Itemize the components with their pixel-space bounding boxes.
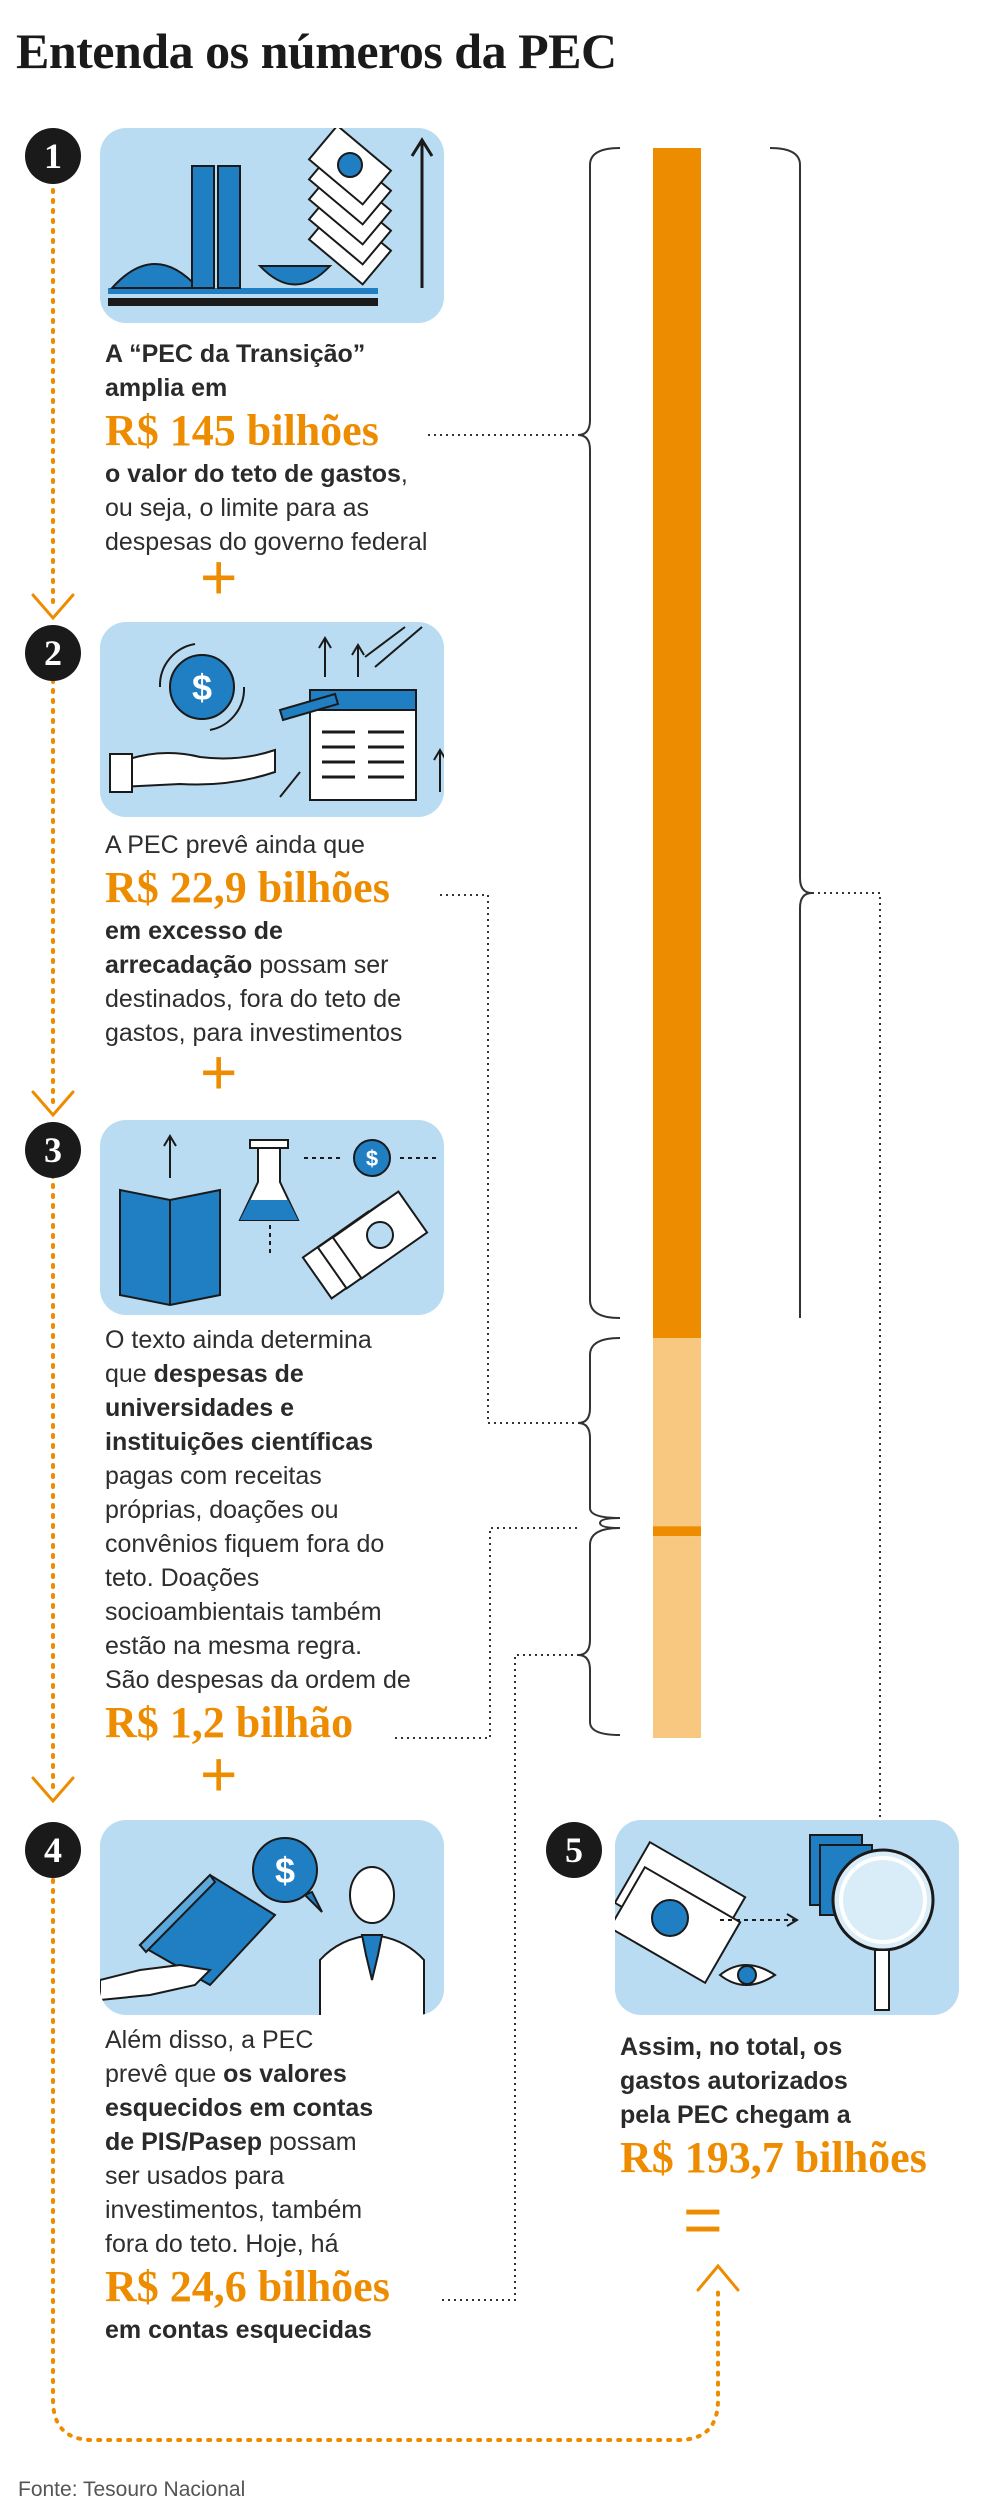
step-2-text: A PEC prevê ainda que R$ 22,9 bilhões em excesso de arrecadação possam ser destinados, fora do teto de gastos, para investimentos (105, 828, 485, 1050)
svg-text:$: $ (274, 1850, 296, 1891)
page-title: Entenda os números da PEC (16, 23, 617, 79)
plus-sign-2: + (200, 1036, 238, 1108)
step-5-illustration (615, 1820, 959, 2015)
step-1-line1: A “PEC da Transição” (105, 340, 366, 368)
step-4-text: Além disso, a PEC prevê que os valores esquecidos em contas de PIS/Pasep possam ser usados para investimentos, também fora do teto. Hoje, há R$ 24,6 bilhões em contas esquecidas (105, 2023, 485, 2347)
step-1-bold: o valor do teto de gastos (105, 460, 401, 488)
step-2-rest1: destinados, fora do teto de (105, 985, 402, 1013)
step-5-badge: 5 (546, 1822, 602, 1878)
step-2-illustration (100, 622, 444, 817)
step-1-amount: R$ 145 bilhões (105, 406, 379, 455)
plus-sign-1: + (200, 541, 238, 613)
step-3-amount: R$ 1,2 bilhão (105, 1698, 354, 1747)
step-2-bold2: arrecadação (105, 951, 253, 979)
equals-sign: = (683, 2182, 723, 2258)
science-book-icon (100, 1120, 444, 1315)
step-4-amount: R$ 24,6 bilhões (105, 2262, 390, 2311)
svg-text:$: $ (365, 1146, 379, 1171)
audit-magnifier-icon (615, 1820, 959, 2015)
step-2-rest2: gastos, para investimentos (105, 1019, 403, 1047)
step-1-badge: 1 (25, 128, 81, 184)
step-2-bold1: em excesso de (105, 917, 283, 945)
step-3-badge: 3 (25, 1122, 81, 1178)
step-4-illustration (100, 1820, 444, 2015)
bar-segment-3 (653, 1526, 701, 1536)
pis-pasep-icon (100, 1820, 444, 2015)
bar-segment-2 (653, 1338, 701, 1526)
step-1-rest2: despesas do governo federal (105, 528, 428, 556)
step-5-text: Assim, no total, os gastos autorizados pela PEC chegam a R$ 193,7 bilhões (620, 2030, 970, 2184)
step-1-illustration (100, 128, 444, 323)
congress-money-icon (100, 128, 444, 323)
step-2-badge: 2 (25, 625, 81, 681)
step-4-badge: 4 (25, 1822, 81, 1878)
step-5-amount: R$ 193,7 bilhões (620, 2133, 927, 2182)
step-3-illustration (100, 1120, 444, 1315)
step-1-rest1: ou seja, o limite para as (105, 494, 370, 522)
step-2-amount: R$ 22,9 bilhões (105, 863, 390, 912)
step-2-line1: A PEC prevê ainda que (105, 831, 365, 859)
source-credit: Fonte: Tesouro Nacional (18, 2478, 246, 2501)
svg-text:$: $ (191, 667, 213, 708)
step-1-text: A “PEC da Transição” amplia em R$ 145 bilhões o valor do teto de gastos, ou seja, o limite para as despesas do governo federal (105, 337, 485, 559)
investment-icon (100, 622, 444, 817)
step-3-text: O texto ainda determina que despesas de universidades e instituições científicas pagas com receitas próprias, doações ou convênios fiquem fora do teto. Doações socioambientais também estão na mesma regra. São despesas da ordem de R$ 1,2 bilhão (105, 1323, 485, 1749)
bar-segment-1 (653, 148, 701, 1338)
plus-sign-3: + (200, 1738, 238, 1810)
step-1-line2: amplia em (105, 374, 228, 402)
bar-segment-4 (653, 1536, 701, 1738)
